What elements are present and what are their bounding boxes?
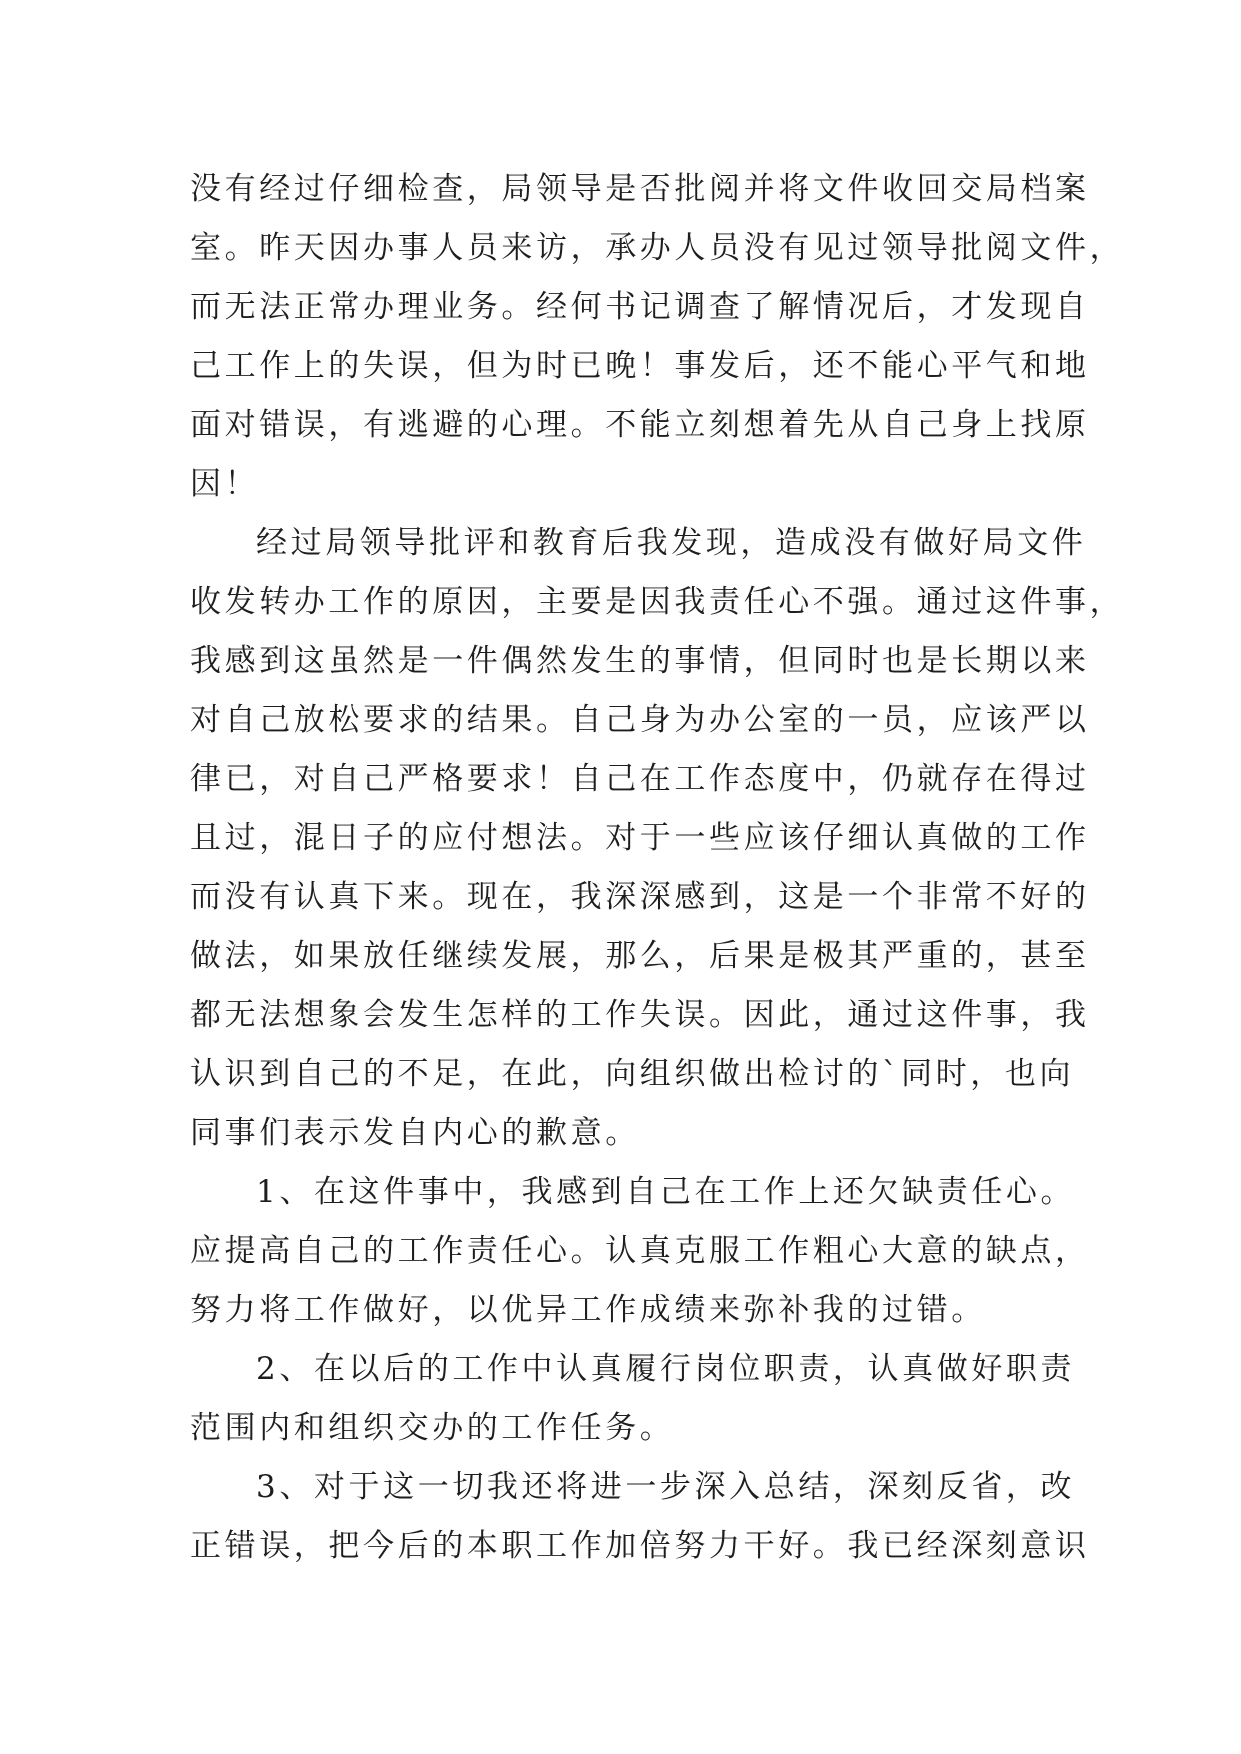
text-line: 室。昨天因办事人员来访，承办人员没有见过领导批阅文件， [190, 230, 1125, 266]
text-line: 面对错误，有逃避的心理。不能立刻想着先从自己身上找原 [190, 407, 1090, 443]
text-line: 而无法正常办理业务。经何书记调查了解情况后，才发现自 [190, 289, 1090, 325]
text-line: 没有经过仔细检查，局领导是否批阅并将文件收回交局档案 [190, 171, 1090, 207]
text-line: 1、在这件事中，我感到自己在工作上还欠缺责任心。 [256, 1174, 1076, 1210]
text-line: 律已，对自己严格要求！自己在工作态度中，仍就存在得过 [190, 761, 1090, 797]
text-line: 应提高自己的工作责任心。认真克服工作粗心大意的缺点， [190, 1233, 1090, 1269]
text-line: 2、在以后的工作中认真履行岗位职责，认真做好职责 [256, 1351, 1076, 1387]
text-line: 我感到这虽然是一件偶然发生的事情，但同时也是长期以来 [190, 643, 1090, 679]
text-line: 而没有认真下来。现在，我深深感到，这是一个非常不好的 [190, 879, 1090, 915]
text-line: 范围内和组织交办的工作任务。 [190, 1410, 675, 1446]
text-line: 正错误，把今后的本职工作加倍努力干好。我已经深刻意识 [190, 1528, 1090, 1564]
text-line: 对自己放松要求的结果。自己身为办公室的一员，应该严以 [190, 702, 1090, 738]
text-line: 都无法想象会发生怎样的工作失误。因此，通过这件事，我 [190, 997, 1090, 1033]
text-line: 认识到自己的不足，在此，向组织做出检讨的`同时，也向 [190, 1056, 1075, 1092]
text-line: 经过局领导批评和教育后我发现，造成没有做好局文件 [256, 525, 1087, 561]
text-line: 做法，如果放任继续发展，那么，后果是极其严重的，甚至 [190, 938, 1090, 974]
text-line: 因！ [190, 466, 260, 502]
document-body [190, 160, 1125, 1576]
text-line: 努力将工作做好，以优异工作成绩来弥补我的过错。 [190, 1292, 986, 1328]
text-line: 同事们表示发自内心的歉意。 [190, 1115, 640, 1151]
text-line: 收发转办工作的原因，主要是因我责任心不强。通过这件事， [190, 584, 1125, 620]
text-line: 己工作上的失误，但为时已晚！事发后，还不能心平气和地 [190, 348, 1090, 384]
text-line: 且过，混日子的应付想法。对于一些应该仔细认真做的工作 [190, 820, 1090, 856]
text-line: 3、对于这一切我还将进一步深入总结，深刻反省，改 [256, 1469, 1076, 1505]
